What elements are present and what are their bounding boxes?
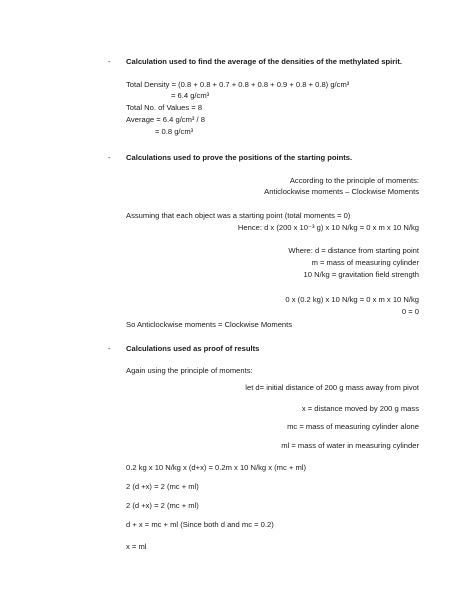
conclusion-line: So Anticlockwise moments = Clockwise Moments (126, 320, 293, 329)
mc-definition: mc = mass of measuring cylinder alone (287, 422, 419, 431)
m-definition: m = mass of measuring cylinder (311, 258, 419, 267)
total-values-line: Total No. of Values = 8 (126, 103, 203, 112)
total-density-result: = 6.4 g/cm³ (171, 91, 210, 100)
simplified-equation-1: 2 (d +x) = 2 (mc + ml) (126, 482, 199, 491)
assumption-line: Assuming that each object was a starting point (total moments = 0) (126, 211, 351, 220)
bullet-3: - (108, 344, 111, 353)
total-density-line: Total Density = (0.8 + 0.8 + 0.7 + 0.8 + 0.8 + 0.9 + 0.8 + 0.8) g/cm³ (126, 80, 350, 89)
section-heading-starting-points: Calculations used to prove the positions of the starting points. (126, 153, 353, 162)
final-result: x = ml (126, 542, 147, 551)
again-principle-line: Again using the principle of moments: (126, 366, 253, 375)
zero-equals-zero: 0 = 0 (401, 307, 419, 316)
zero-equation: 0 x (0.2 kg) x 10 N/kg = 0 x m x 10 N/kg (285, 295, 419, 304)
bullet-2: - (108, 153, 111, 162)
x-definition: x = distance moved by 200 g mass (301, 404, 419, 413)
section-heading-proof: Calculations used as proof of results (126, 344, 260, 353)
principle-line: According to the principle of moments: (289, 176, 419, 185)
bullet-1: - (108, 57, 111, 66)
let-d-line: let d= initial distance of 200 g mass away from pivot (245, 383, 419, 392)
moments-equation: 0.2 kg x 10 N/kg x (d+x) = 0.2m x 10 N/kg x (mc + ml) (126, 463, 306, 472)
gravity-definition: 10 N/kg = gravitation field strength (303, 270, 419, 279)
hence-equation: Hence: d x (200 x 10⁻³ g) x 10 N/kg = 0 x m x 10 N/kg (237, 223, 419, 232)
average-result: = 0.8 g/cm³ (155, 127, 194, 136)
average-line: Average = 6.4 g/cm³ / 8 (126, 115, 206, 124)
where-d-definition: Where: d = distance from starting point (288, 246, 419, 255)
anticlockwise-line: Anticlockwise moments – Clockwise Moments (264, 187, 419, 196)
simplified-equation-2: 2 (d +x) = 2 (mc + ml) (126, 501, 199, 510)
section-heading-density: Calculation used to find the average of the densities of the methylated spirit. (126, 57, 402, 66)
reduced-equation: d + x = mc + ml (Since both d and mc = 0.2) (126, 520, 274, 529)
ml-definition: ml = mass of water in measuring cylinder (281, 441, 419, 450)
